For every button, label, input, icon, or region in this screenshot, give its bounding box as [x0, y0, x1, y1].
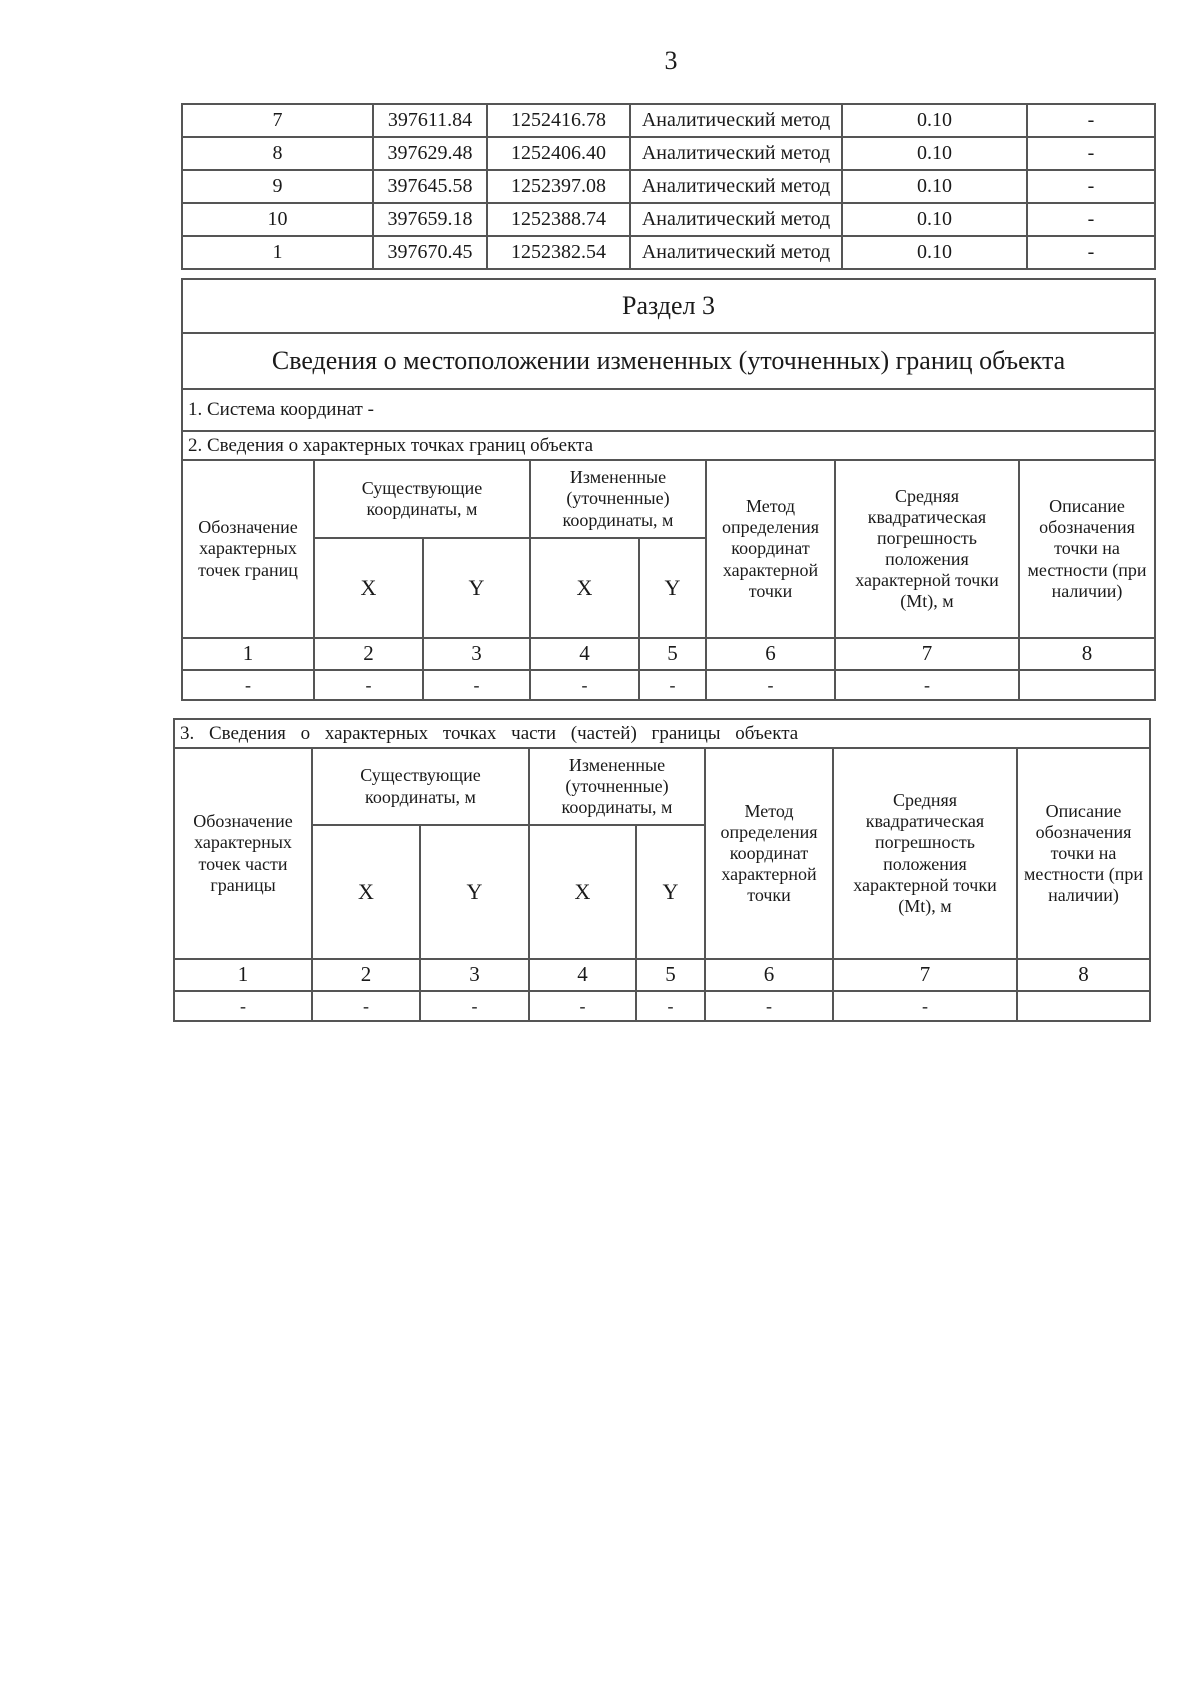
y-cell: 1252397.08 [487, 170, 630, 203]
section3-table [181, 278, 1156, 701]
description-cell: - [1027, 104, 1155, 137]
column-number: 8 [1019, 638, 1155, 670]
column-number: 6 [705, 959, 833, 991]
header-existing-y: Y [423, 538, 530, 638]
x-cell: 397611.84 [373, 104, 487, 137]
accuracy-cell: 0.10 [842, 203, 1027, 236]
header-method: Метод определения координат характерной точки [705, 748, 833, 959]
accuracy-cell: 0.10 [842, 170, 1027, 203]
points-heading: 2. Сведения о характерных точках границ объекта [182, 431, 1155, 460]
header-existing-x: X [312, 825, 420, 959]
header-description: Описание обозначения точки на местности (при наличии) [1019, 460, 1155, 638]
accuracy-cell: 0.10 [842, 104, 1027, 137]
header-description: Описание обозначения точки на местности (при наличии) [1017, 748, 1150, 959]
data-cell: - [312, 991, 420, 1021]
column-number: 5 [636, 959, 705, 991]
header-existing-coords: Существующие координаты, м [314, 460, 530, 538]
y-cell: 1252388.74 [487, 203, 630, 236]
y-cell: 1252406.40 [487, 137, 630, 170]
description-cell: - [1027, 203, 1155, 236]
method-cell: Аналитический метод [630, 137, 842, 170]
column-number: 6 [706, 638, 835, 670]
data-cell: - [420, 991, 529, 1021]
column-number: 4 [529, 959, 636, 991]
header-accuracy: Средняя квадратическая погрешность положения характерной точки (Mt), м [833, 748, 1017, 959]
method-cell: Аналитический метод [630, 170, 842, 203]
page-number: 3 [664, 46, 678, 75]
accuracy-cell: 0.10 [842, 137, 1027, 170]
column-number: 5 [639, 638, 706, 670]
column-number: 7 [833, 959, 1017, 991]
coordinates-tail-body [182, 104, 1155, 269]
data-cell: - [174, 991, 312, 1021]
header-changed-x: X [530, 538, 639, 638]
description-cell: - [1027, 170, 1155, 203]
data-cell: - [639, 670, 706, 700]
description-cell: - [1027, 137, 1155, 170]
point-cell: 9 [182, 170, 373, 203]
section-title: Раздел 3 [182, 279, 1155, 333]
column-numbers-row [174, 959, 1150, 991]
column-number: 2 [312, 959, 420, 991]
header-changed-y: Y [639, 538, 706, 638]
header-existing-x: X [314, 538, 423, 638]
x-cell: 397670.45 [373, 236, 487, 269]
boundary-parts-table [173, 718, 1151, 1022]
method-cell: Аналитический метод [630, 236, 842, 269]
header-designation: Обозначение характерных точек границ [182, 460, 314, 638]
data-cell: - [423, 670, 530, 700]
data-cell: - [705, 991, 833, 1021]
y-cell: 1252382.54 [487, 236, 630, 269]
data-cell: - [636, 991, 705, 1021]
x-cell: 397659.18 [373, 203, 487, 236]
table-row [174, 991, 1150, 1021]
table-row [182, 170, 1155, 203]
method-cell: Аналитический метод [630, 203, 842, 236]
table-row [182, 203, 1155, 236]
section-subtitle: Сведения о местоположении измененных (уточненных) границ объекта [182, 333, 1155, 389]
header-existing-coords: Существующие координаты, м [312, 748, 529, 825]
column-number: 3 [420, 959, 529, 991]
header-changed-coords: Измененные (уточненные) координаты, м [529, 748, 705, 825]
parts-heading: 3. Сведения о характерных точках части (частей) границы объекта [174, 719, 1150, 748]
y-cell: 1252416.78 [487, 104, 630, 137]
point-cell: 1 [182, 236, 373, 269]
column-number: 2 [314, 638, 423, 670]
column-numbers-row [182, 638, 1155, 670]
header-method: Метод определения координат характерной точки [706, 460, 835, 638]
x-cell: 397629.48 [373, 137, 487, 170]
table-row [182, 104, 1155, 137]
data-cell: - [314, 670, 423, 700]
accuracy-cell: 0.10 [842, 236, 1027, 269]
data-cell: - [833, 991, 1017, 1021]
point-cell: 8 [182, 137, 373, 170]
header-accuracy: Средняя квадратическая погрешность положения характерной точки (Mt), м [835, 460, 1019, 638]
table-row [182, 670, 1155, 700]
column-number: 4 [530, 638, 639, 670]
data-cell [1019, 670, 1155, 700]
point-cell: 10 [182, 203, 373, 236]
data-cell: - [706, 670, 835, 700]
data-cell: - [530, 670, 639, 700]
header-designation: Обозначение характерных точек части границы [174, 748, 312, 959]
table-row [182, 236, 1155, 269]
data-cell: - [835, 670, 1019, 700]
method-cell: Аналитический метод [630, 104, 842, 137]
x-cell: 397645.58 [373, 170, 487, 203]
header-changed-y: Y [636, 825, 705, 959]
column-number: 1 [182, 638, 314, 670]
data-cell: - [182, 670, 314, 700]
point-cell: 7 [182, 104, 373, 137]
description-cell: - [1027, 236, 1155, 269]
column-number: 7 [835, 638, 1019, 670]
column-number: 1 [174, 959, 312, 991]
coordinates-tail-table [181, 103, 1156, 270]
coordinate-system-line: 1. Система координат - [182, 389, 1155, 431]
data-cell: - [529, 991, 636, 1021]
column-number: 8 [1017, 959, 1150, 991]
data-cell [1017, 991, 1150, 1021]
column-number: 3 [423, 638, 530, 670]
header-changed-coords: Измененные (уточненные) координаты, м [530, 460, 706, 538]
header-existing-y: Y [420, 825, 529, 959]
table-row [182, 137, 1155, 170]
header-changed-x: X [529, 825, 636, 959]
